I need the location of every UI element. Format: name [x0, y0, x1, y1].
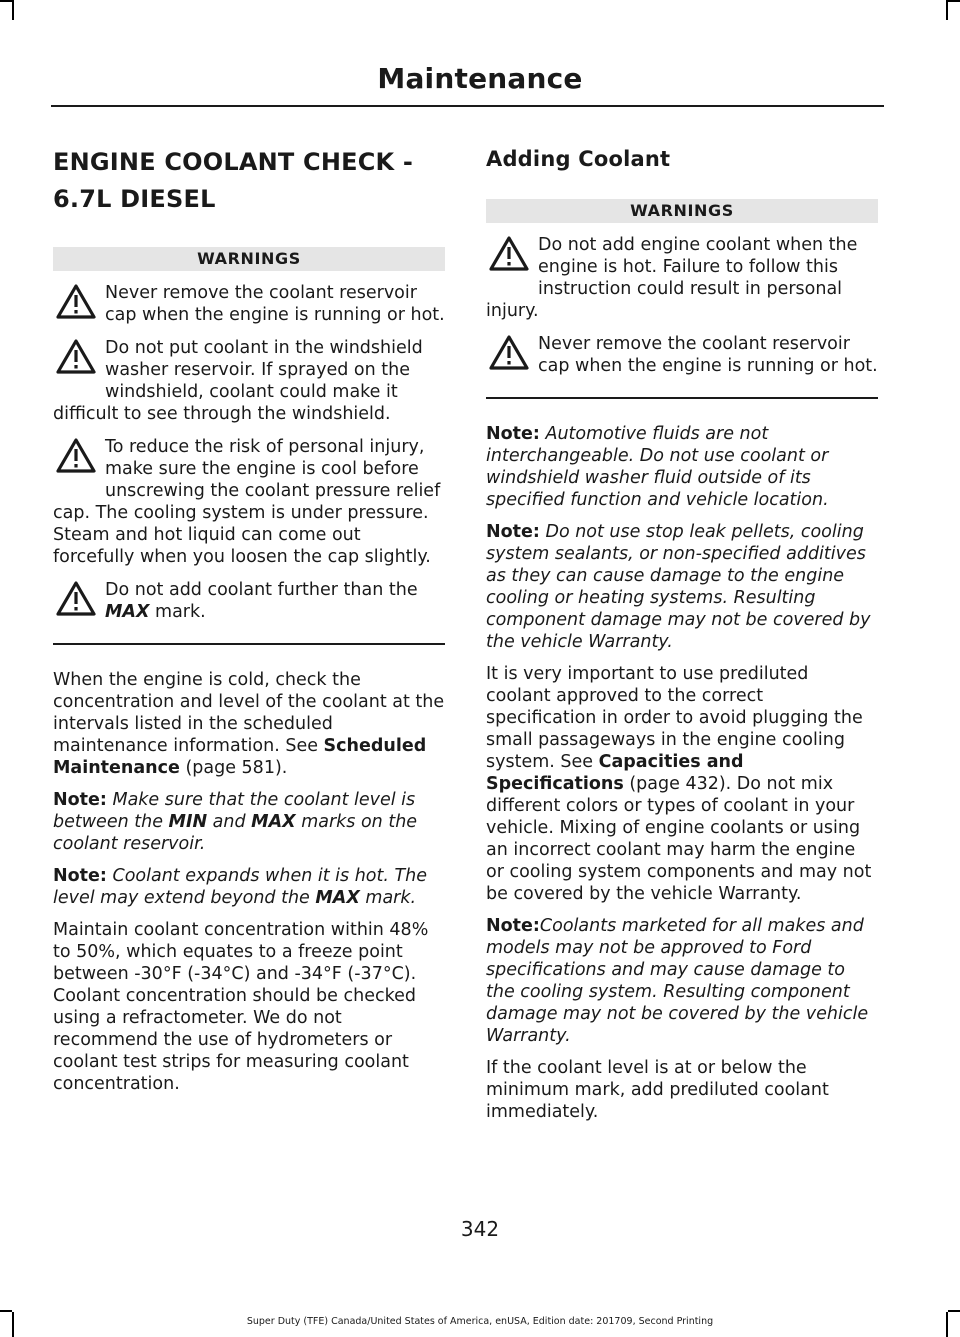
warning-text: Do not add engine coolant when the engine is hot. Failure to follow this instruction could result in personal injury.: [486, 235, 858, 321]
note-text: Coolants marketed for all makes and models may not be approved to Ford specifications and may cause damage to the cooling system. Resulting component damage may not be covered by the vehicle Warranty.: [486, 916, 869, 1046]
note-label: Note:: [486, 522, 540, 542]
note-text: Automotive fluids are not interchangeable. Do not use coolant or windshield washer fluid outside of its specified function and vehicle location.: [486, 424, 829, 510]
note-text: Coolant expands when it is hot. The level may extend beyond the: [53, 866, 428, 908]
crop-mark: [948, 1310, 960, 1312]
crop-mark: [948, 0, 960, 2]
page-header-title: Maintenance: [377, 62, 583, 95]
note: [486, 423, 878, 511]
crop-mark: [946, 0, 948, 20]
header-divider: [51, 105, 884, 107]
note: [53, 865, 445, 909]
paragraph-text: It is very important to use prediluted coolant approved to the correct specification in order to avoid plugging the small passageways in the engine cooling system. See: [486, 664, 863, 772]
warnings-list: [53, 271, 445, 645]
warning-text: Never remove the coolant reservoir cap when the engine is running or hot.: [538, 334, 878, 376]
page-number: 342: [460, 1217, 500, 1241]
warning-text: To reduce the risk of personal injury, make sure the engine is cool before unscrewing the coolant pressure relief cap. The cooling system is under pressure. Steam and hot liquid can come out forcefully when you loosen the cap slightly.: [53, 437, 441, 567]
warning-text: Never remove the coolant reservoir cap when the engine is running or hot.: [105, 283, 445, 325]
warning-triangle-icon: [53, 579, 103, 625]
min-mark: MIN: [168, 812, 208, 832]
note: [486, 915, 878, 1047]
warning-item: [486, 234, 878, 322]
note-text: marks on the coolant reservoir.: [53, 812, 418, 854]
note: [486, 521, 878, 653]
note-label: Note:: [53, 790, 107, 810]
warnings-heading: WARNINGS: [53, 247, 445, 271]
warning-triangle-icon: [53, 436, 103, 482]
warnings-list: [486, 223, 878, 399]
max-mark: MAX: [251, 812, 296, 832]
note-text: Make sure that the coolant level is between the: [53, 790, 416, 832]
max-mark: MAX: [315, 888, 360, 908]
note-text: and: [207, 812, 252, 832]
warning-text: Do not put coolant in the windshield washer reservoir. If sprayed on the windshield, coolant could make it difficult to see through the windshield.: [53, 338, 423, 424]
section-title-line1: ENGINE COOLANT CHECK -: [53, 148, 414, 176]
section-title-adding-coolant: Adding Coolant: [486, 147, 671, 171]
crop-mark: [0, 0, 12, 2]
warning-triangle-icon: [486, 234, 536, 280]
warning-text: Do not add coolant further than the: [105, 580, 418, 600]
cross-reference-link[interactable]: Capacities and Specifications: [486, 752, 744, 794]
note-label: Note:: [486, 916, 540, 936]
paragraph: [53, 669, 445, 779]
max-mark: MAX: [105, 602, 150, 622]
crop-mark: [0, 1310, 12, 1312]
note-label: Note:: [53, 866, 107, 886]
paragraph-text: When the engine is cold, check the concentration and level of the coolant at the intervals listed in the scheduled maintenance information. See: [53, 670, 445, 756]
warning-item: [53, 337, 445, 425]
page-reference: (page 581).: [179, 758, 288, 778]
note: [53, 789, 445, 855]
note-text: Do not use stop leak pellets, cooling system sealants, or non-specified additives as they can cause damage to the engine cooling or heating systems. Resulting component damage may not be covered by the vehicle Warranty.: [486, 522, 871, 652]
warning-item: [486, 333, 878, 379]
left-column: [53, 144, 445, 1095]
warning-item: [53, 579, 445, 625]
warning-item: [53, 282, 445, 326]
warning-triangle-icon: [486, 333, 536, 379]
paragraph: If the coolant level is at or below the minimum mark, add prediluted coolant immediately.: [486, 1058, 829, 1122]
section-title-line2: 6.7L DIESEL: [53, 185, 216, 213]
note-label: Note:: [486, 424, 540, 444]
paragraph-text: (page 432). Do not mix different colors or types of coolant in your vehicle. Mixing of engine coolants or using an incorrect coolant may harm the engine or cooling system components and may not be covered by the vehicle Warranty.: [486, 774, 872, 904]
warning-item: [53, 436, 445, 568]
crop-mark: [12, 0, 14, 20]
right-column: [486, 144, 878, 1123]
warning-triangle-icon: [53, 337, 103, 383]
warning-triangle-icon: [53, 282, 103, 328]
footer-edition-text: Super Duty (TFE) Canada/United States of America, enUSA, Edition date: 201709, Second Printing: [246, 1316, 714, 1327]
warning-text: mark.: [149, 602, 206, 622]
paragraph: Maintain coolant concentration within 48% to 50%, which equates to a freeze point between -30°F (-34°C) and -34°F (-37°C). Coolant concentration should be checked using a refractometer. We do not recommend the use of hydrometers or coolant test strips for measuring coolant concentration.: [53, 920, 429, 1094]
cross-reference-link[interactable]: Scheduled Maintenance: [53, 736, 427, 778]
section-title-engine-coolant-check: [53, 144, 445, 218]
paragraph: [486, 663, 878, 905]
warnings-heading: WARNINGS: [486, 199, 878, 223]
note-text: mark.: [359, 888, 417, 908]
